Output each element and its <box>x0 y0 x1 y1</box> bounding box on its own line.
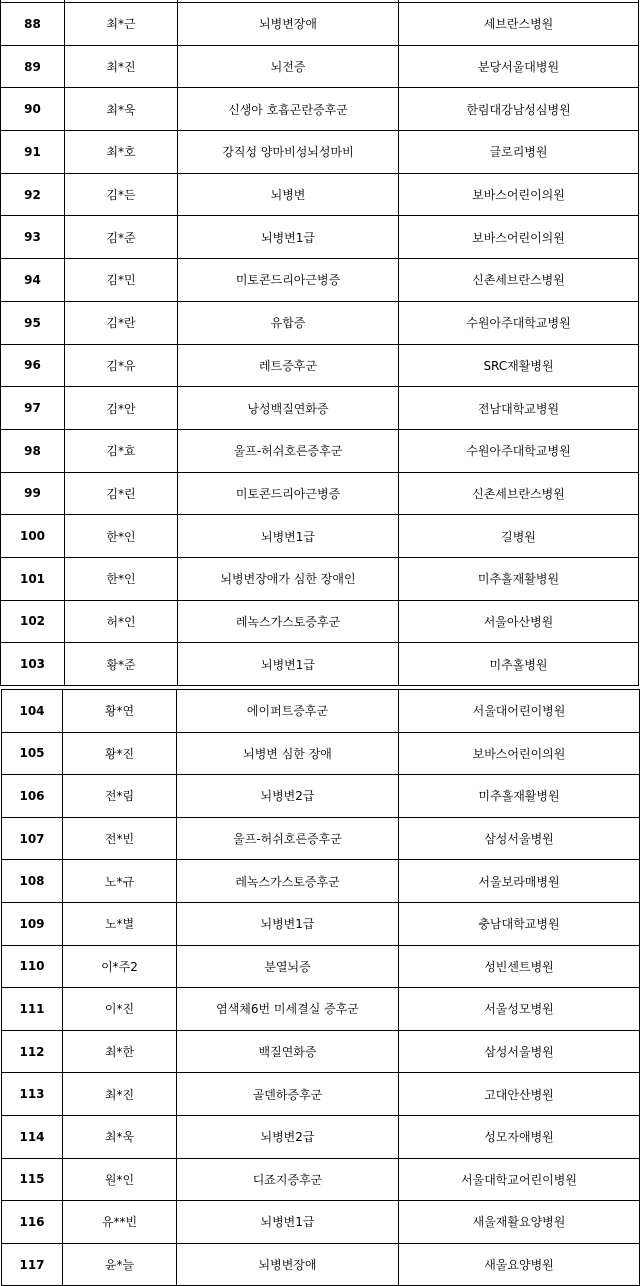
condition-name: 강직성 양마비성뇌성마비 <box>178 131 399 174</box>
table-row <box>2 902 640 945</box>
patient-name: 김*안 <box>65 387 178 430</box>
condition-name: 뇌병변2급 <box>177 775 399 818</box>
patient-name: 황*연 <box>63 690 177 733</box>
hospital-name: 미추홀재활병원 <box>399 557 639 600</box>
patient-name: 노*별 <box>63 902 177 945</box>
table-row <box>1 88 639 131</box>
table-row <box>1 515 639 558</box>
hospital-name: 서울대어린이병원 <box>399 690 640 733</box>
patient-name: 원*인 <box>63 1158 177 1201</box>
condition-name: 뇌병변1급 <box>177 1201 399 1244</box>
row-number: 109 <box>2 902 63 945</box>
row-number: 97 <box>1 387 65 430</box>
condition-name: 미토콘드리아근병증 <box>178 259 399 302</box>
condition-name: 신생아 호흡곤란증후군 <box>178 88 399 131</box>
condition-name: 뇌병변장애가 심한 장애인 <box>178 557 399 600</box>
row-number: 98 <box>1 429 65 472</box>
patient-name: 최*욱 <box>63 1115 177 1158</box>
patient-name: 김*민 <box>65 259 178 302</box>
patient-name: 한*인 <box>65 557 178 600</box>
patient-name: 최*호 <box>65 131 178 174</box>
patient-name: 황*준 <box>65 643 178 686</box>
table-row <box>1 45 639 88</box>
table-row <box>1 387 639 430</box>
hospital-name: 수원아주대학교병원 <box>399 301 639 344</box>
hospital-name: SRC재활병원 <box>399 344 639 387</box>
condition-name: 울프-허쉬호른증후군 <box>177 817 399 860</box>
condition-name: 뇌병변2급 <box>177 1115 399 1158</box>
condition-name: 유합증 <box>178 301 399 344</box>
condition-name: 미토콘드리아근병증 <box>178 472 399 515</box>
patient-name: 최*진 <box>63 1073 177 1116</box>
patient-name: 유**빈 <box>63 1201 177 1244</box>
row-number: 102 <box>1 600 65 643</box>
table-row <box>2 1115 640 1158</box>
hospital-name: 미추홀재활병원 <box>399 775 640 818</box>
patient-name: 허*인 <box>65 600 178 643</box>
condition-name: 뇌전증 <box>178 45 399 88</box>
hospital-name: 충남대학교병원 <box>399 902 640 945</box>
condition-name: 뇌병변 심한 장애 <box>177 732 399 775</box>
hospital-name: 글로리병원 <box>399 131 639 174</box>
row-number: 113 <box>2 1073 63 1116</box>
patient-name: 이*진 <box>63 988 177 1031</box>
condition-name: 뇌병변1급 <box>178 216 399 259</box>
hospital-name: 보바스어린이의원 <box>399 216 639 259</box>
condition-name: 레녹스가스토증후군 <box>178 600 399 643</box>
hospital-name: 성빈센트병원 <box>399 945 640 988</box>
table-row <box>1 557 639 600</box>
table-row <box>1 216 639 259</box>
patient-name: 김*란 <box>65 301 178 344</box>
table-row <box>2 988 640 1031</box>
patient-name: 노*규 <box>63 860 177 903</box>
hospital-name: 보바스어린이의원 <box>399 732 640 775</box>
row-number: 114 <box>2 1115 63 1158</box>
row-number: 111 <box>2 988 63 1031</box>
patient-name: 김*린 <box>65 472 178 515</box>
row-number: 112 <box>2 1030 63 1073</box>
row-number: 100 <box>1 515 65 558</box>
row-number: 103 <box>1 643 65 686</box>
condition-name: 분열뇌증 <box>177 945 399 988</box>
condition-name: 뇌병변1급 <box>178 515 399 558</box>
table-row <box>2 1201 640 1244</box>
table-row <box>2 690 640 733</box>
hospital-name: 성모자애병원 <box>399 1115 640 1158</box>
row-number: 90 <box>1 88 65 131</box>
hospital-name: 신촌세브란스병원 <box>399 259 639 302</box>
hospital-name: 서울성모병원 <box>399 988 640 1031</box>
table-row <box>1 3 639 46</box>
table-row <box>1 131 639 174</box>
table-row <box>2 1158 640 1201</box>
row-number: 108 <box>2 860 63 903</box>
condition-name: 골덴하증후군 <box>177 1073 399 1116</box>
hospital-name: 삼성서울병원 <box>399 1030 640 1073</box>
patient-name: 전*빈 <box>63 817 177 860</box>
table-row <box>2 817 640 860</box>
table-row <box>1 344 639 387</box>
table-row <box>2 1073 640 1116</box>
hospital-name: 미추홀병원 <box>399 643 639 686</box>
table-row <box>2 945 640 988</box>
patient-name: 김*든 <box>65 173 178 216</box>
row-number: 104 <box>2 690 63 733</box>
row-number: 116 <box>2 1201 63 1244</box>
condition-name: 염색체6번 미세결실 증후군 <box>177 988 399 1031</box>
hospital-name: 새울요양병원 <box>399 1243 640 1286</box>
hospital-name: 서울보라매병원 <box>399 860 640 903</box>
row-number: 96 <box>1 344 65 387</box>
condition-name: 에이퍼트증후군 <box>177 690 399 733</box>
table-row <box>2 732 640 775</box>
table-row <box>2 860 640 903</box>
table-row <box>2 1030 640 1073</box>
patient-name: 최*진 <box>65 45 178 88</box>
hospital-name: 전남대학교병원 <box>399 387 639 430</box>
patient-name: 전*림 <box>63 775 177 818</box>
table-row <box>2 775 640 818</box>
table-row <box>1 173 639 216</box>
hospital-name: 분당서울대병원 <box>399 45 639 88</box>
hospital-name: 서울대학교어린이병원 <box>399 1158 640 1201</box>
row-number: 94 <box>1 259 65 302</box>
patient-name: 최*한 <box>63 1030 177 1073</box>
table-row <box>1 472 639 515</box>
condition-name: 뇌병변 <box>178 173 399 216</box>
hospital-name: 서울아산병원 <box>399 600 639 643</box>
table-row <box>1 259 639 302</box>
patient-name: 김*유 <box>65 344 178 387</box>
row-number: 117 <box>2 1243 63 1286</box>
hospital-name: 삼성서울병원 <box>399 817 640 860</box>
hospital-name: 고대안산병원 <box>399 1073 640 1116</box>
patient-name: 이*주2 <box>63 945 177 988</box>
row-number: 91 <box>1 131 65 174</box>
condition-name: 백질연화증 <box>177 1030 399 1073</box>
patient-name: 윤*늘 <box>63 1243 177 1286</box>
condition-name: 레트증후군 <box>178 344 399 387</box>
patient-name: 황*진 <box>63 732 177 775</box>
patient-name: 한*인 <box>65 515 178 558</box>
patient-table-bottom <box>1 689 640 1286</box>
hospital-name: 한림대강남성심병원 <box>399 88 639 131</box>
condition-name: 울프-허쉬호른증후군 <box>178 429 399 472</box>
hospital-name: 새울재활요양병원 <box>399 1201 640 1244</box>
table-row <box>1 600 639 643</box>
patient-name: 김*효 <box>65 429 178 472</box>
hospital-name: 수원아주대학교병원 <box>399 429 639 472</box>
hospital-name: 보바스어린이의원 <box>399 173 639 216</box>
row-number: 99 <box>1 472 65 515</box>
condition-name: 뇌병변1급 <box>177 902 399 945</box>
condition-name: 뇌병변1급 <box>178 643 399 686</box>
condition-name: 레녹스가스토증후군 <box>177 860 399 903</box>
row-number: 115 <box>2 1158 63 1201</box>
condition-name: 디죠지증후군 <box>177 1158 399 1201</box>
table-row <box>1 429 639 472</box>
patient-name: 최*근 <box>65 3 178 46</box>
row-number: 106 <box>2 775 63 818</box>
condition-name: 뇌병변장애 <box>177 1243 399 1286</box>
row-number: 93 <box>1 216 65 259</box>
condition-name: 낭성백질연화증 <box>178 387 399 430</box>
table-row <box>2 1243 640 1286</box>
row-number: 110 <box>2 945 63 988</box>
table-row <box>1 643 639 686</box>
patient-name: 김*준 <box>65 216 178 259</box>
hospital-name: 길병원 <box>399 515 639 558</box>
table-row <box>1 301 639 344</box>
row-number: 107 <box>2 817 63 860</box>
row-number: 89 <box>1 45 65 88</box>
condition-name: 뇌병변장애 <box>178 3 399 46</box>
patient-name: 최*욱 <box>65 88 178 131</box>
hospital-name: 신촌세브란스병원 <box>399 472 639 515</box>
row-number: 101 <box>1 557 65 600</box>
row-number: 105 <box>2 732 63 775</box>
row-number: 95 <box>1 301 65 344</box>
row-number: 88 <box>1 3 65 46</box>
hospital-name: 세브란스병원 <box>399 3 639 46</box>
row-number: 92 <box>1 173 65 216</box>
